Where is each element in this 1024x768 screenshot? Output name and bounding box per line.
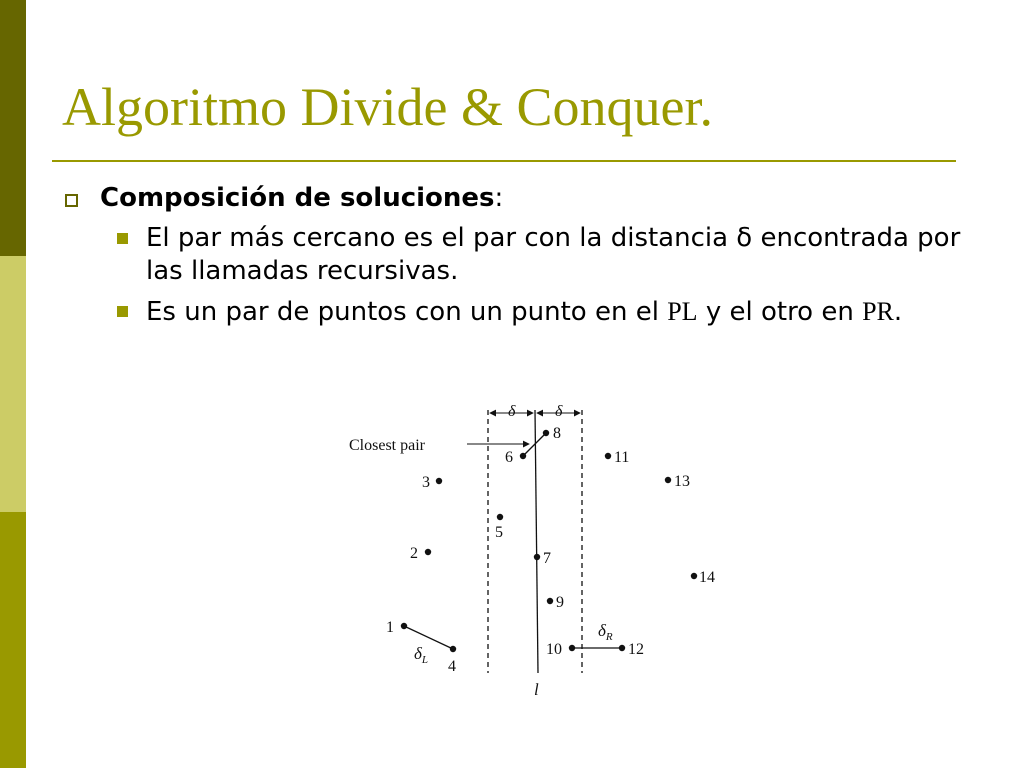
left-bar-light-segment: [0, 256, 26, 512]
delta-right-label: δ: [555, 403, 563, 420]
point-label-6: 6: [505, 449, 513, 466]
line-l-label: l: [534, 680, 539, 699]
slide-content: [62, 180, 962, 329]
delta-r-label: $\delta_R$: [598, 621, 613, 643]
point-11: [605, 453, 611, 459]
point-7: [534, 554, 540, 560]
point-label-2: 2: [410, 545, 418, 562]
point-2: [425, 549, 431, 555]
sub-bullet-text: El par más cercano es el par con la distancia δ encontrada por las llamadas recursivas.: [146, 223, 961, 286]
delta-l-label: $\delta_L$: [414, 644, 429, 666]
point-label-9: 9: [556, 594, 564, 611]
point-4: [450, 646, 456, 652]
point-5: [497, 514, 503, 520]
bullet-composition: [62, 180, 962, 216]
left-decorative-bar: [0, 0, 26, 768]
filled-square-bullet-icon: [117, 233, 128, 244]
point-label-14: 14: [699, 569, 715, 586]
point-label-4: 4: [448, 658, 456, 675]
pl-label: PL: [667, 297, 698, 326]
left-bar-dark-segment: [0, 0, 26, 256]
bullet-heading-colon: :: [494, 183, 504, 213]
sub-bullet-text-part3: .: [893, 297, 903, 327]
point-label-11: 11: [614, 449, 630, 466]
point-label-12: 12: [628, 641, 644, 658]
point-label-3: 3: [422, 474, 430, 491]
point-label-7: 7: [543, 550, 551, 567]
sub-bullet-text-part1: Es un par de puntos con un punto en el: [146, 297, 668, 327]
point-13: [665, 477, 671, 483]
hollow-square-bullet-icon: [65, 194, 78, 207]
title-underline: [52, 160, 956, 162]
delta-left-label: δ: [508, 403, 516, 420]
sub-bullet-text-part2: y el otro en: [697, 297, 863, 327]
point-9: [547, 598, 553, 604]
pr-label: PR: [862, 297, 894, 326]
point-6: [520, 453, 526, 459]
point-14: [691, 573, 697, 579]
point-label-5: 5: [495, 524, 503, 541]
dividing-line: [535, 410, 538, 673]
closest-pair-label: Closest pair: [349, 437, 425, 454]
closest-pair-diagram: [340, 395, 740, 705]
slide-title: Algoritmo Divide & Conquer.: [62, 77, 713, 137]
point-3: [436, 478, 442, 484]
point-10: [569, 645, 575, 651]
point-8: [543, 430, 549, 436]
point-label-10: 10: [546, 641, 562, 658]
sub-bullet-pair-points: [100, 295, 962, 329]
bullet-heading: Composición de soluciones: [100, 183, 495, 213]
delta-l-segment: [404, 626, 453, 649]
point-1: [401, 623, 407, 629]
sub-bullet-closest-pair: [100, 222, 962, 288]
left-bar-mid-segment: [0, 512, 26, 768]
point-label-13: 13: [674, 473, 690, 490]
filled-square-bullet-icon: [117, 306, 128, 317]
point-label-8: 8: [553, 425, 561, 442]
point-label-1: 1: [386, 619, 394, 636]
point-12: [619, 645, 625, 651]
